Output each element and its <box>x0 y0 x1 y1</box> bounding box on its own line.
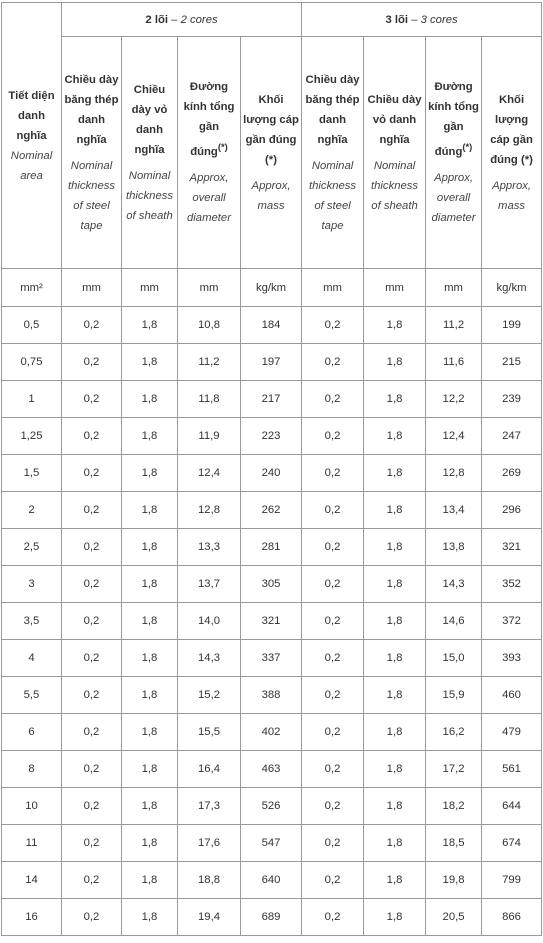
table-cell: 199 <box>482 307 542 344</box>
table-cell: 0,2 <box>62 455 122 492</box>
table-cell: 1,8 <box>364 603 426 640</box>
table-cell: 799 <box>482 862 542 899</box>
table-cell: 19,4 <box>178 899 241 936</box>
table-cell: 0,2 <box>302 862 364 899</box>
table-cell: 15,2 <box>178 677 241 714</box>
header-vi: Tiết diện danh nghĩa <box>8 89 55 142</box>
table-cell: 0,2 <box>62 677 122 714</box>
table-cell: 0,2 <box>62 566 122 603</box>
table-cell: 12,4 <box>426 418 482 455</box>
table-cell: 1,8 <box>122 788 178 825</box>
table-cell: 352 <box>482 566 542 603</box>
table-cell: 10,8 <box>178 307 241 344</box>
table-cell: 11 <box>2 825 62 862</box>
table-cell: 0,2 <box>62 418 122 455</box>
table-row <box>2 307 542 344</box>
table-cell: 1,8 <box>364 788 426 825</box>
table-row <box>2 455 542 492</box>
table-row <box>2 344 542 381</box>
table-cell: 15,5 <box>178 714 241 751</box>
header-en: Approx, mass <box>251 179 291 212</box>
table-row <box>2 788 542 825</box>
table-cell: 0,2 <box>62 381 122 418</box>
col-sheath-thickness-header <box>364 37 426 269</box>
table-cell: 13,4 <box>426 492 482 529</box>
table-cell: 223 <box>241 418 302 455</box>
table-cell: 1,8 <box>122 677 178 714</box>
unit-cell: mm <box>302 269 364 307</box>
header-en: Nominal thickness of sheath <box>370 159 419 212</box>
table-cell: 240 <box>241 455 302 492</box>
table-cell: 13,8 <box>426 529 482 566</box>
table-row <box>2 640 542 677</box>
table-cell: 11,2 <box>178 344 241 381</box>
table-cell: 0,2 <box>62 603 122 640</box>
table-cell: 1,8 <box>364 455 426 492</box>
table-cell: 1,8 <box>364 640 426 677</box>
table-row <box>2 529 542 566</box>
table-cell: 1,8 <box>122 455 178 492</box>
table-cell: 0,2 <box>302 899 364 936</box>
table-cell: 1,8 <box>122 344 178 381</box>
header-en: Nominal thickness of steel tape <box>67 159 116 232</box>
table-cell: 215 <box>482 344 542 381</box>
footnote-mark: (*) <box>462 141 473 153</box>
header-vi: Chiều dày băng thép danh nghĩa <box>64 73 119 146</box>
header-vi: Chiều dày vỏ danh nghĩa <box>367 93 422 146</box>
table-cell: 1,8 <box>364 381 426 418</box>
table-row <box>2 492 542 529</box>
table-cell: 197 <box>241 344 302 381</box>
unit-cell: mm <box>62 269 122 307</box>
table-cell: 0,2 <box>302 455 364 492</box>
table-cell: 0,2 <box>62 714 122 751</box>
table-cell: 1,8 <box>122 899 178 936</box>
table-cell: 1,25 <box>2 418 62 455</box>
table-cell: 1,8 <box>122 492 178 529</box>
col-diameter-header <box>426 37 482 269</box>
table-cell: 12,2 <box>426 381 482 418</box>
table-cell: 17,2 <box>426 751 482 788</box>
unit-cell: mm <box>426 269 482 307</box>
table-cell: 0,2 <box>302 677 364 714</box>
table-cell: 0,2 <box>302 714 364 751</box>
units-row <box>2 269 542 307</box>
col-sheath-thickness-header <box>122 37 178 269</box>
table-cell: 18,5 <box>426 825 482 862</box>
table-row <box>2 825 542 862</box>
col-tape-thickness-header <box>302 37 364 269</box>
table-cell: 0,2 <box>302 788 364 825</box>
unit-cell: kg/km <box>482 269 542 307</box>
table-cell: 0,2 <box>302 566 364 603</box>
table-cell: 0,2 <box>302 751 364 788</box>
cable-spec-table <box>1 2 542 936</box>
table-cell: 1,8 <box>364 418 426 455</box>
table-cell: 0,2 <box>62 899 122 936</box>
table-row <box>2 677 542 714</box>
table-cell: 3 <box>2 566 62 603</box>
table-cell: 1,8 <box>364 344 426 381</box>
header-vi: Chiều dày băng thép danh nghĩa <box>305 73 360 146</box>
group-2-cores-header <box>62 3 302 37</box>
table-cell: 12,8 <box>178 492 241 529</box>
unit-cell: mm <box>178 269 241 307</box>
table-cell: 1,8 <box>122 640 178 677</box>
table-cell: 674 <box>482 825 542 862</box>
table-cell: 0,2 <box>62 788 122 825</box>
table-cell: 1,8 <box>122 603 178 640</box>
header-en: Nominal area <box>10 149 53 182</box>
table-cell: 0,2 <box>302 603 364 640</box>
col-diameter-header <box>178 37 241 269</box>
table-cell: 17,6 <box>178 825 241 862</box>
table-cell: 11,9 <box>178 418 241 455</box>
table-row <box>2 714 542 751</box>
table-cell: 1,8 <box>364 566 426 603</box>
table-cell: 1,5 <box>2 455 62 492</box>
table-cell: 547 <box>241 825 302 862</box>
header-en: Approx, mass <box>492 179 532 212</box>
col-mass-header <box>241 37 302 269</box>
table-cell: 0,2 <box>302 492 364 529</box>
header-vi: Đường kính tổng gần đúng <box>183 81 235 158</box>
group-en: – 3 cores <box>411 13 458 26</box>
table-cell: 526 <box>241 788 302 825</box>
header-en: Approx, overall diameter <box>431 171 476 224</box>
table-cell: 393 <box>482 640 542 677</box>
table-row <box>2 899 542 936</box>
table-cell: 0,2 <box>62 640 122 677</box>
table-row <box>2 751 542 788</box>
table-row <box>2 418 542 455</box>
group-vi: 3 lõi <box>385 13 409 26</box>
table-cell: 247 <box>482 418 542 455</box>
header-vi: Khối lượng cáp gần đúng (*) <box>490 93 533 166</box>
table-cell: 1,8 <box>122 566 178 603</box>
table-cell: 4 <box>2 640 62 677</box>
table-cell: 0,2 <box>302 418 364 455</box>
table-cell: 15,0 <box>426 640 482 677</box>
table-cell: 0,2 <box>62 344 122 381</box>
table-cell: 0,75 <box>2 344 62 381</box>
header-vi: Đường kính tổng gần đúng <box>428 81 479 158</box>
table-row <box>2 603 542 640</box>
table-cell: 281 <box>241 529 302 566</box>
table-cell: 0,2 <box>302 307 364 344</box>
table-cell: 402 <box>241 714 302 751</box>
table-cell: 1,8 <box>122 307 178 344</box>
table-body <box>2 307 542 936</box>
table-cell: 8 <box>2 751 62 788</box>
table-cell: 0,2 <box>62 825 122 862</box>
table-cell: 1,8 <box>364 751 426 788</box>
table-cell: 1,8 <box>364 677 426 714</box>
table-cell: 11,2 <box>426 307 482 344</box>
unit-cell: kg/km <box>241 269 302 307</box>
table-cell: 16 <box>2 899 62 936</box>
table-cell: 14,3 <box>426 566 482 603</box>
table-cell: 14 <box>2 862 62 899</box>
table-cell: 689 <box>241 899 302 936</box>
table-cell: 0,2 <box>302 344 364 381</box>
table-cell: 10 <box>2 788 62 825</box>
table-cell: 269 <box>482 455 542 492</box>
nominal-area-header <box>2 3 62 269</box>
table-cell: 0,2 <box>62 492 122 529</box>
unit-cell: mm² <box>2 269 62 307</box>
table-cell: 0,2 <box>302 640 364 677</box>
table-cell: 479 <box>482 714 542 751</box>
table-cell: 2 <box>2 492 62 529</box>
table-row <box>2 381 542 418</box>
table-cell: 1,8 <box>122 751 178 788</box>
table-cell: 463 <box>241 751 302 788</box>
header-en: Nominal thickness of sheath <box>125 169 174 222</box>
table-cell: 184 <box>241 307 302 344</box>
table-cell: 16,4 <box>178 751 241 788</box>
group-vi: 2 lõi <box>145 13 169 26</box>
table-cell: 0,2 <box>62 307 122 344</box>
header-vi: Khối lượng cáp gần đúng (*) <box>243 93 299 166</box>
group-en: – 2 cores <box>171 13 218 26</box>
table-cell: 1,8 <box>122 714 178 751</box>
table-cell: 1,8 <box>364 825 426 862</box>
table-cell: 12,8 <box>426 455 482 492</box>
table-cell: 14,6 <box>426 603 482 640</box>
table-cell: 1,8 <box>364 714 426 751</box>
table-cell: 1,8 <box>122 381 178 418</box>
table-cell: 14,3 <box>178 640 241 677</box>
table-cell: 1,8 <box>364 492 426 529</box>
table-cell: 644 <box>482 788 542 825</box>
table-cell: 1,8 <box>122 529 178 566</box>
table-cell: 13,3 <box>178 529 241 566</box>
table-cell: 0,5 <box>2 307 62 344</box>
group-3-cores-header <box>302 3 542 37</box>
table-cell: 460 <box>482 677 542 714</box>
header-vi: Chiều dày vỏ danh nghĩa <box>131 83 168 156</box>
unit-cell: mm <box>122 269 178 307</box>
table-cell: 11,8 <box>178 381 241 418</box>
table-cell: 388 <box>241 677 302 714</box>
table-cell: 6 <box>2 714 62 751</box>
table-cell: 0,2 <box>62 751 122 788</box>
table-cell: 20,5 <box>426 899 482 936</box>
table-cell: 0,2 <box>302 529 364 566</box>
table-cell: 217 <box>241 381 302 418</box>
table-row <box>2 862 542 899</box>
table-cell: 561 <box>482 751 542 788</box>
table-cell: 18,2 <box>426 788 482 825</box>
table-cell: 0,2 <box>62 529 122 566</box>
table-cell: 11,6 <box>426 344 482 381</box>
col-tape-thickness-header <box>62 37 122 269</box>
table-cell: 0,2 <box>62 862 122 899</box>
table-cell: 321 <box>482 529 542 566</box>
table-cell: 1,8 <box>364 307 426 344</box>
table-cell: 1,8 <box>122 418 178 455</box>
table-cell: 321 <box>241 603 302 640</box>
header-en: Nominal thickness of steel tape <box>308 159 357 232</box>
header-en: Approx, overall diameter <box>187 171 231 224</box>
table-cell: 1 <box>2 381 62 418</box>
table-cell: 1,8 <box>364 899 426 936</box>
col-mass-header <box>482 37 542 269</box>
table-cell: 5,5 <box>2 677 62 714</box>
table-cell: 337 <box>241 640 302 677</box>
table-cell: 296 <box>482 492 542 529</box>
table-cell: 0,2 <box>302 381 364 418</box>
table-cell: 1,8 <box>364 862 426 899</box>
table-cell: 18,8 <box>178 862 241 899</box>
table-cell: 0,2 <box>302 825 364 862</box>
table-cell: 305 <box>241 566 302 603</box>
table-cell: 16,2 <box>426 714 482 751</box>
table-cell: 1,8 <box>122 825 178 862</box>
table-cell: 239 <box>482 381 542 418</box>
table-cell: 12,4 <box>178 455 241 492</box>
table-cell: 15,9 <box>426 677 482 714</box>
table-cell: 19,8 <box>426 862 482 899</box>
table-cell: 13,7 <box>178 566 241 603</box>
table-cell: 262 <box>241 492 302 529</box>
table-row <box>2 566 542 603</box>
table-cell: 640 <box>241 862 302 899</box>
table-cell: 372 <box>482 603 542 640</box>
table-cell: 1,8 <box>364 529 426 566</box>
table-cell: 3,5 <box>2 603 62 640</box>
table-cell: 14,0 <box>178 603 241 640</box>
unit-cell: mm <box>364 269 426 307</box>
table-cell: 17,3 <box>178 788 241 825</box>
footnote-mark: (*) <box>217 141 228 153</box>
table-cell: 2,5 <box>2 529 62 566</box>
table-cell: 866 <box>482 899 542 936</box>
table-cell: 1,8 <box>122 862 178 899</box>
